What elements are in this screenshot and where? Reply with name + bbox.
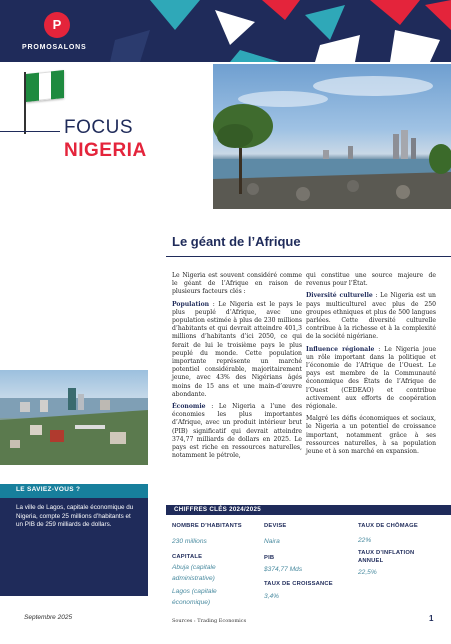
did-you-know-header — [0, 484, 148, 498]
article-column-1 — [172, 272, 302, 464]
hero-photo-drawing — [213, 64, 451, 209]
article-column-2 — [306, 272, 436, 460]
paragraph-regional — [306, 346, 436, 412]
inhabitants-value: 230 millions — [172, 538, 207, 545]
brand-name: PROMOSALONS — [22, 44, 87, 51]
paragraph-text: : Le Nigeria a l’une des économies les plus importantes d’Afrique, avec un produit intérieur brut (PIB) significatif qui devrait atteindre 374,77 milliards de dollars en 2025. Le pays est riche en ressources naturelles, notamment le pétrole, — [172, 403, 302, 460]
inflation-label-line-1: TAUX D’INFLATION — [358, 550, 415, 556]
did-you-know-box — [0, 484, 148, 596]
currency-value: Naira — [264, 538, 280, 545]
paragraph-text: Malgré les défis économiques et sociaux, le Nigeria a un potentiel de croissance important, notamment grâce à ses ressources naturelles, à sa population jeune et à son marché en expansion. — [306, 415, 436, 456]
capital-label: CAPITALE — [172, 554, 203, 560]
growth-value: 3,4% — [264, 593, 280, 600]
paragraph-text: : Le Nigeria est un pays multiculturel avec plus de 250 groupes ethniques et plus de 500 langues parlées. Cette diversité culturelle contribue à la richesse et à la complexité de la société nigériane. — [306, 292, 436, 341]
sources-note: Sources : Trading Economics — [172, 618, 247, 624]
gdp-value: $374,77 Mds — [264, 566, 303, 573]
inhabitants-label: NOMBRE D’HABITANTS — [172, 523, 242, 529]
logo-icon: P — [44, 12, 70, 38]
paragraph-lead: Influence régionale — [306, 345, 375, 353]
unemployment-value: 22% — [358, 537, 372, 544]
paragraph-lead: Population — [172, 300, 210, 308]
paragraph-text: : Le Nigeria joue un rôle important dans la politique et l’économie de l’Afrique de l’Ouest. Le pays est membre de la Communauté économique des États de l’Afrique de l’Ouest (CEDEAO) et contribue activement aux efforts de coopération régionale. — [306, 345, 436, 411]
did-you-know-text: La ville de Lagos, capitale économique du Nigeria, compte 25 millions d’habitants et un PIB de 259 milliards de dollars. — [16, 504, 134, 529]
article-headline: Le géant de l’Afrique — [172, 234, 301, 249]
paragraph-population — [172, 301, 302, 399]
paragraph-lead: Diversité culturelle — [306, 292, 373, 300]
key-figures-heading: CHIFFRES CLÉS 2024/2025 — [174, 506, 262, 513]
hero-photo-lagos-waterfront — [213, 64, 451, 209]
paragraph-text: qui constitue une source majeure de revenus pour l’État. — [306, 272, 436, 288]
footer-date: Septembre 2025 — [24, 614, 73, 621]
key-figures-header — [166, 505, 451, 515]
capital-value-line-3: Lagos (capitale — [172, 588, 217, 595]
title-focus: FOCUS — [64, 117, 133, 138]
page-number: 1 — [429, 614, 434, 623]
headline-rule — [166, 256, 451, 257]
paragraph-conclusion — [306, 415, 436, 456]
paragraph-lead: Économie — [172, 403, 206, 411]
title-rule — [0, 131, 60, 132]
inflation-label-line-2: ANNUEL — [358, 558, 384, 564]
lagos-city-photo — [0, 370, 148, 465]
title-country: NIGERIA — [64, 140, 147, 161]
capital-value-line-1: Abuja (capitale — [172, 564, 216, 571]
nigeria-flag-icon — [26, 70, 64, 102]
paragraph-text: : Le Nigeria est le pays le plus peuplé d’Afrique, avec une population estimée à plus de 230 millions d’habitants et qui devrait atteindre 401,3 millions d’habitants d’ici 2050, ce qui ferait de lui le troisième pays le plus peuplé du monde. Cette population importante représente un marché potentiel considérable, majoritairement jeune, avec 43% des Nigérians âgés moins de 15 ans et une main-d’œuvre abondante. — [172, 300, 302, 398]
paragraph-economy — [172, 403, 302, 460]
did-you-know-heading: LE SAVIEZ-VOUS ? — [16, 486, 81, 493]
paragraph-text: Le Nigeria est souvent considéré comme le géant de l’Afrique en raison de plusieurs facteurs clés : — [172, 272, 302, 296]
paragraph-intro — [172, 272, 302, 297]
inflation-value: 22,5% — [358, 569, 377, 576]
currency-label: DEVISE — [264, 523, 287, 529]
capital-value-line-2: administrative) — [172, 575, 215, 582]
unemployment-label: TAUX DE CHÔMAGE — [358, 523, 418, 529]
paragraph-culture — [306, 292, 436, 341]
gdp-label: PIB — [264, 555, 275, 561]
growth-label: TAUX DE CROISSANCE — [264, 581, 333, 587]
city-photo-drawing — [0, 370, 148, 465]
capital-value-line-4: économique) — [172, 599, 211, 606]
paragraph-continuation — [306, 272, 436, 288]
